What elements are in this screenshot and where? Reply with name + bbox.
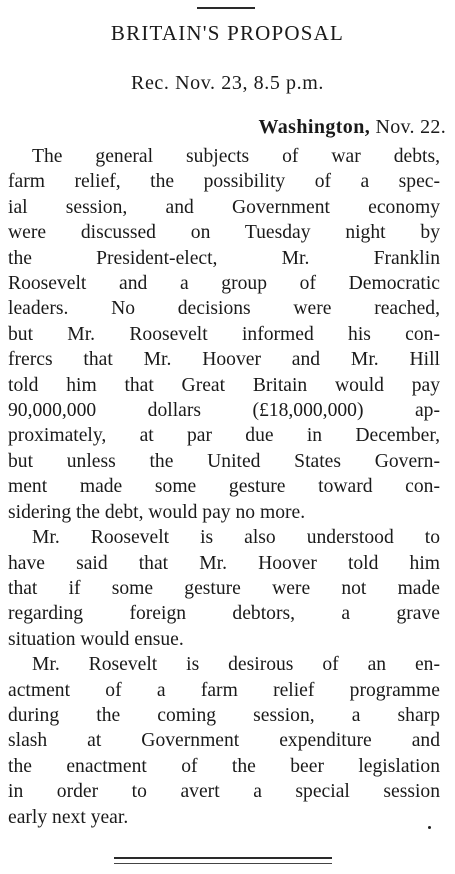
article-line: early next year. [8,806,129,828]
article-line: frercs that Mr. Hoover and Mr. Hill [8,349,440,371]
print-speck [428,826,431,829]
article-line: leaders. No decisions were reached, [8,298,440,320]
article-line: but Mr. Roosevelt informed his con- [8,323,440,345]
article-line: ial session, and Government economy [8,196,440,218]
article-line: during the coming session, a sharp [8,704,440,726]
article-paragraph [8,144,440,525]
article-body [8,144,440,830]
dateline-date: Nov. 22. [375,116,446,138]
article-line: but unless the United States Govern- [8,450,440,472]
article-line: proximately, at par due in December, [8,425,440,447]
dateline-place: Washington, [258,116,371,138]
article-line: The general subjects of war debts, [32,146,440,167]
article-line: that if some gesture were not made [8,577,440,599]
article-line: Mr. Rosevelt is desirous of an en- [32,654,440,676]
article-line: sidering the debt, would pay no more. [8,501,306,523]
article-paragraph [8,525,440,652]
article-paragraph [8,652,440,830]
article-line: slash at Government expenditure and [8,730,440,752]
article-line: have said that Mr. Hoover told him [8,552,440,574]
article-line: the enactment of the beer legislation [8,755,440,777]
article-line: actment of a farm relief programme [8,679,440,701]
article-line: told him that Great Britain would pay [8,374,440,396]
bottom-rule [114,857,332,859]
article-line: ment made some gesture toward con- [8,476,440,498]
article-line: farm relief, the possibility of a spec- [8,171,440,193]
article-line: Mr. Roosevelt is also understood to [32,527,440,549]
article-line: the President-elect, Mr. Franklin [8,247,440,269]
received-line: Rec. Nov. 23, 8.5 p.m. [131,72,324,94]
bottom-rule-thin [114,863,332,864]
article-line: regarding foreign debtors, a grave [8,603,440,625]
article-line: 90,000,000 dollars (£18,000,000) ap- [8,400,440,422]
article-line: situation would ensue. [8,628,184,650]
article-line: Roosevelt and a group of Democratic [8,273,440,295]
article-line: in order to avert a special session [8,781,440,803]
dateline [258,114,446,140]
article-line: were discussed on Tuesday night by [8,222,440,244]
top-rule [197,7,255,9]
headline: BRITAIN'S PROPOSAL [110,21,345,45]
